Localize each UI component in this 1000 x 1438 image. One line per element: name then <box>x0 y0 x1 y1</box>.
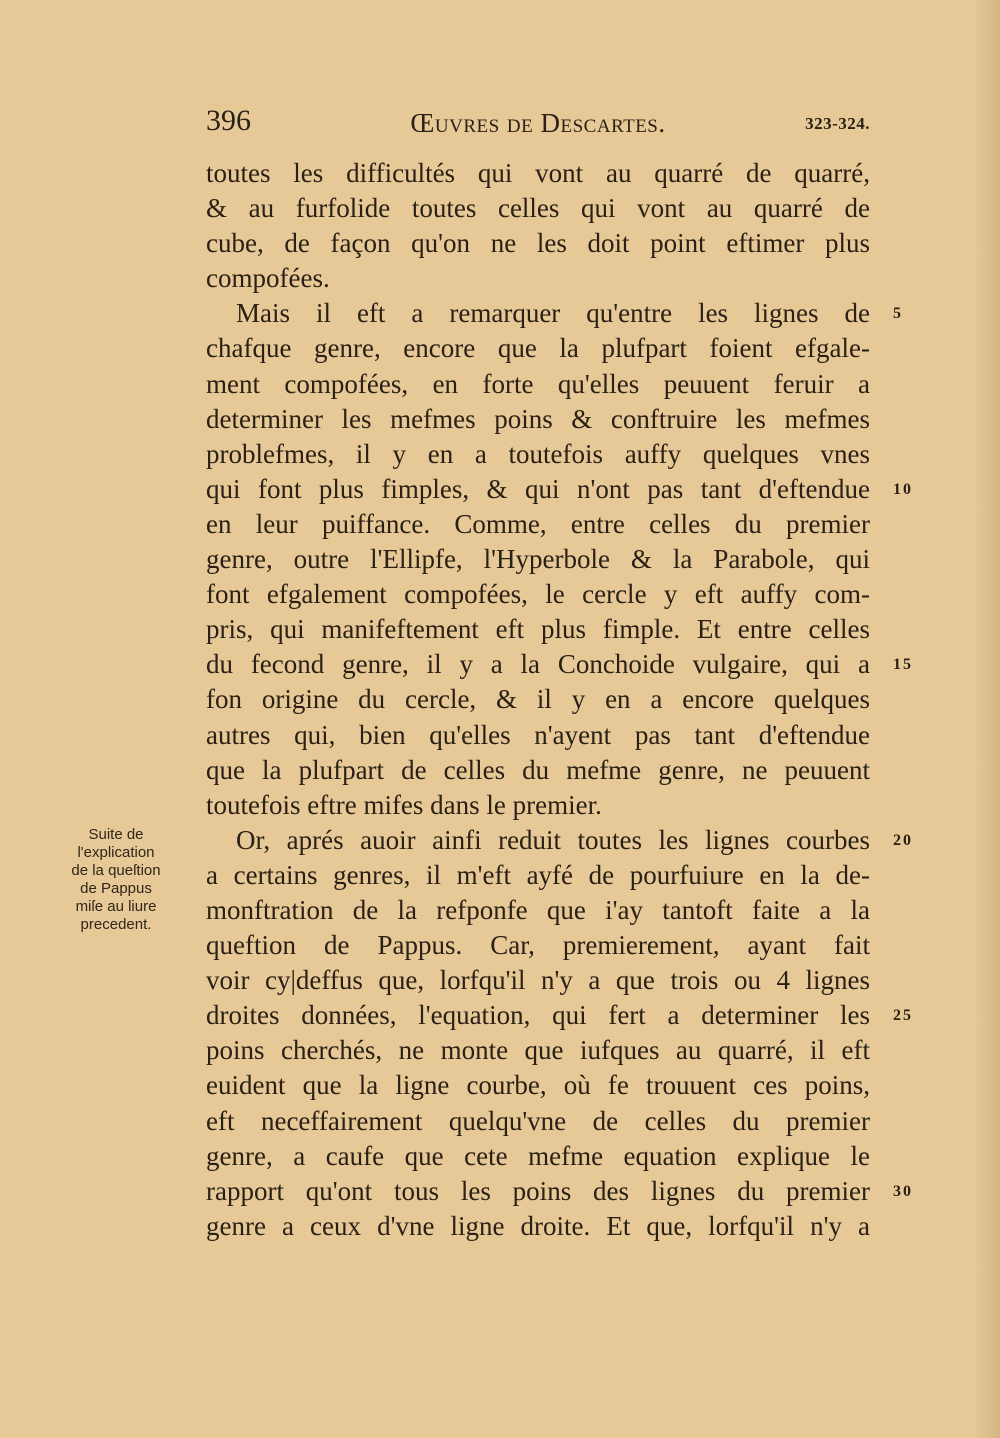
margin-note-line: l'explication <box>77 844 155 861</box>
text-line: qui font plus fimples, & qui n'ont pas tant d'eftendue <box>206 473 870 504</box>
text-line: poins cherchés, ne monte que iufques au quarré, il eft <box>206 1035 870 1066</box>
line-number: 20 <box>893 831 913 849</box>
text-line: autres qui, bien qu'elles n'ayent pas tant d'eftendue <box>206 719 870 750</box>
text-line: genre a ceux d'vne ligne droite. Et que, lorfqu'il n'y a <box>206 1210 870 1241</box>
text-line: genre, a caufe que cete mefme equation explique le <box>206 1140 870 1171</box>
running-title: Œuvres de Descartes. <box>410 108 666 138</box>
text-line: monftration de la refponfe que i'ay tantoft faite a la <box>206 894 870 925</box>
margin-note-line: miſe au liure <box>75 898 157 915</box>
text-line: Or, aprés auoir ainfi reduit toutes les lignes courbes <box>236 824 870 855</box>
text-line: a certains genres, il m'eft ayfé de pourfuiure en la de- <box>206 859 870 890</box>
margin-note-line: precedent. <box>80 916 152 933</box>
body-text <box>206 156 870 1244</box>
text-line: fon origine du cercle, & il y en a encore quelques <box>206 684 870 715</box>
text-line: cube, de façon qu'on ne les doit point eftimer plus <box>206 228 870 259</box>
text-line: problefmes, il y en a toutefois auffy quelques vnes <box>206 438 870 469</box>
line-number: 15 <box>893 656 913 674</box>
text-line: toutes les difficultés qui vont au quarré de quarré, <box>206 158 870 188</box>
margin-note <box>50 826 182 934</box>
page-edge-shadow <box>974 0 1000 1438</box>
text-line: queftion de Pappus. Car, premierement, ayant fait <box>206 930 870 961</box>
text-line: droites données, l'equation, qui fert a determiner les <box>206 1000 870 1031</box>
text-line: eft neceffairement quelqu'vne de celles du premier <box>206 1105 870 1136</box>
text-line: rapport qu'ont tous les poins des lignes du premier <box>206 1175 870 1206</box>
running-header <box>206 104 870 144</box>
line-number: 30 <box>893 1182 913 1200</box>
text-line: determiner les mefmes poins & conftruire les mefmes <box>206 403 870 434</box>
text-line: genre, outre l'Ellipfe, l'Hyperbole & la Parabole, qui <box>206 544 870 575</box>
text-line: euident que la ligne courbe, où fe trouuent ces poins, <box>206 1070 870 1101</box>
line-number: 5 <box>893 305 903 323</box>
text-line: voir cy|deffus que, lorfqu'il n'y a que trois ou 4 lignes <box>206 965 870 996</box>
text-line: chafque genre, encore que la plufpart foient efgale- <box>206 333 870 364</box>
text-line: Mais il eft a remarquer qu'entre les lignes de <box>236 298 870 329</box>
text-line: en leur puiffance. Comme, entre celles du premier <box>206 508 870 539</box>
text-line: & au furfolide toutes celles qui vont au quarré de <box>206 193 870 224</box>
page-number: 396 <box>206 104 251 137</box>
margin-note-line: Suite de <box>88 826 144 843</box>
text-line: ment compofées, en forte qu'elles peuuent feruir a <box>206 368 870 399</box>
margin-note-line: de Pappus <box>80 880 152 897</box>
margin-note-line: de la queſtion <box>71 862 161 879</box>
text-line: du fecond genre, il y a la Conchoide vulgaire, qui a <box>206 649 870 680</box>
text-line: compofées. <box>206 263 330 294</box>
line-number: 10 <box>893 480 913 498</box>
text-line: toutefois eftre mifes dans le premier. <box>206 789 602 820</box>
reference-pages: 323-324. <box>805 114 870 133</box>
text-line: pris, qui manifeftement eft plus fimple. Et entre celles <box>206 614 870 645</box>
line-number: 25 <box>893 1007 913 1025</box>
text-line: font efgalement compofées, le cercle y eft auffy com- <box>206 579 870 610</box>
text-line: que la plufpart de celles du mefme genre, ne peuuent <box>206 754 870 785</box>
